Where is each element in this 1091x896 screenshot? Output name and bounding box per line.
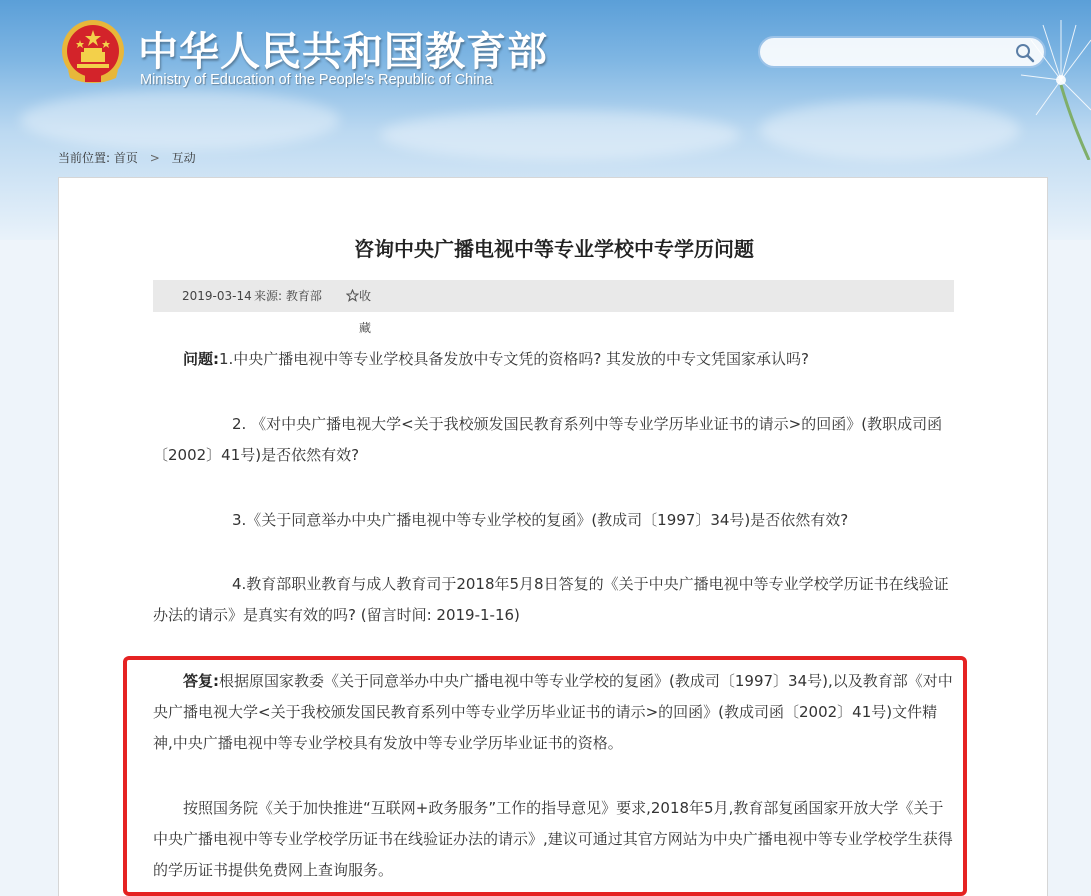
breadcrumb-label: 当前位置:: [58, 151, 111, 165]
article-source: 来源: 教育部: [254, 289, 322, 303]
article-date: 2019-03-14: [182, 289, 252, 303]
cloud-decoration: [20, 90, 340, 150]
favorite-button[interactable]: [346, 280, 372, 335]
national-emblem-icon[interactable]: [60, 18, 126, 88]
question-label: 问题:: [183, 350, 219, 368]
breadcrumb-home-link[interactable]: 首页: [113, 151, 138, 165]
cloud-decoration: [760, 100, 1020, 160]
question-3: 3.《关于同意举办中央广播电视中等专业学校的复函》(教成司〔1997〕34号)是否依然有效?: [232, 511, 849, 529]
question-1-text: 1.中央广播电视中等专业学校具备发放中专文凭的资格吗? 其发放的中专文凭国家承认吗?: [219, 350, 810, 368]
answer-1-text: 根据原国家教委《关于同意举办中央广播电视中等专业学校的复函》(教成司〔1997〕34号),以及教育部《对中央广播电视大学<关于我校颁发国民教育系列中等专业学历毕业证书的请示>的回函》(教成司函〔2002〕41号)文件精神,中央广播电视中等专业学校具有发放中等专业学历毕业证书的资格。: [153, 672, 953, 752]
favorite-label: 收藏: [359, 289, 372, 335]
question-1: [153, 344, 953, 375]
article-meta-bar: [153, 280, 954, 335]
site-title[interactable]: 中华人民共和国教育部: [138, 29, 548, 75]
answer-1: [153, 666, 953, 759]
star-icon: [346, 289, 359, 302]
breadcrumb: [58, 149, 196, 166]
site-subtitle: Ministry of Education of the People's Republic of China: [140, 72, 493, 88]
search-input[interactable]: [774, 42, 1014, 64]
breadcrumb-separator: >: [149, 151, 160, 165]
cloud-decoration: [380, 110, 740, 160]
answer-label: 答复:: [183, 672, 219, 690]
breadcrumb-interact-link[interactable]: 互动: [171, 151, 196, 165]
article-title: 咨询中央广播电视中等专业学校中专学历问题: [354, 237, 754, 261]
site-header: [0, 0, 1091, 140]
question-4: 4.教育部职业教育与成人教育司于2018年5月8日答复的《关于中央广播电视中等专业学校学历证书在线验证办法的请示》是真实有效的吗? (留言时间: 2019-1-16): [153, 575, 949, 624]
dandelion-decoration: [1001, 0, 1091, 160]
answer-2: 按照国务院《关于加快推进“互联网+政务服务”工作的指导意见》要求,2018年5月,教育部复函国家开放大学《关于中央广播电视中等专业学校学历证书在线验证办法的请示》,建议可通过其官方网站为中央广播电视中等专业学校学生获得的学历证书提供免费网上查询服务。: [153, 799, 953, 879]
article-container: [58, 177, 1048, 896]
question-2: 2. 《对中央广播电视大学<关于我校颁发国民教育系列中等专业学历毕业证书的请示>的回函》(教职成司函〔2002〕41号)是否依然有效?: [153, 415, 943, 464]
